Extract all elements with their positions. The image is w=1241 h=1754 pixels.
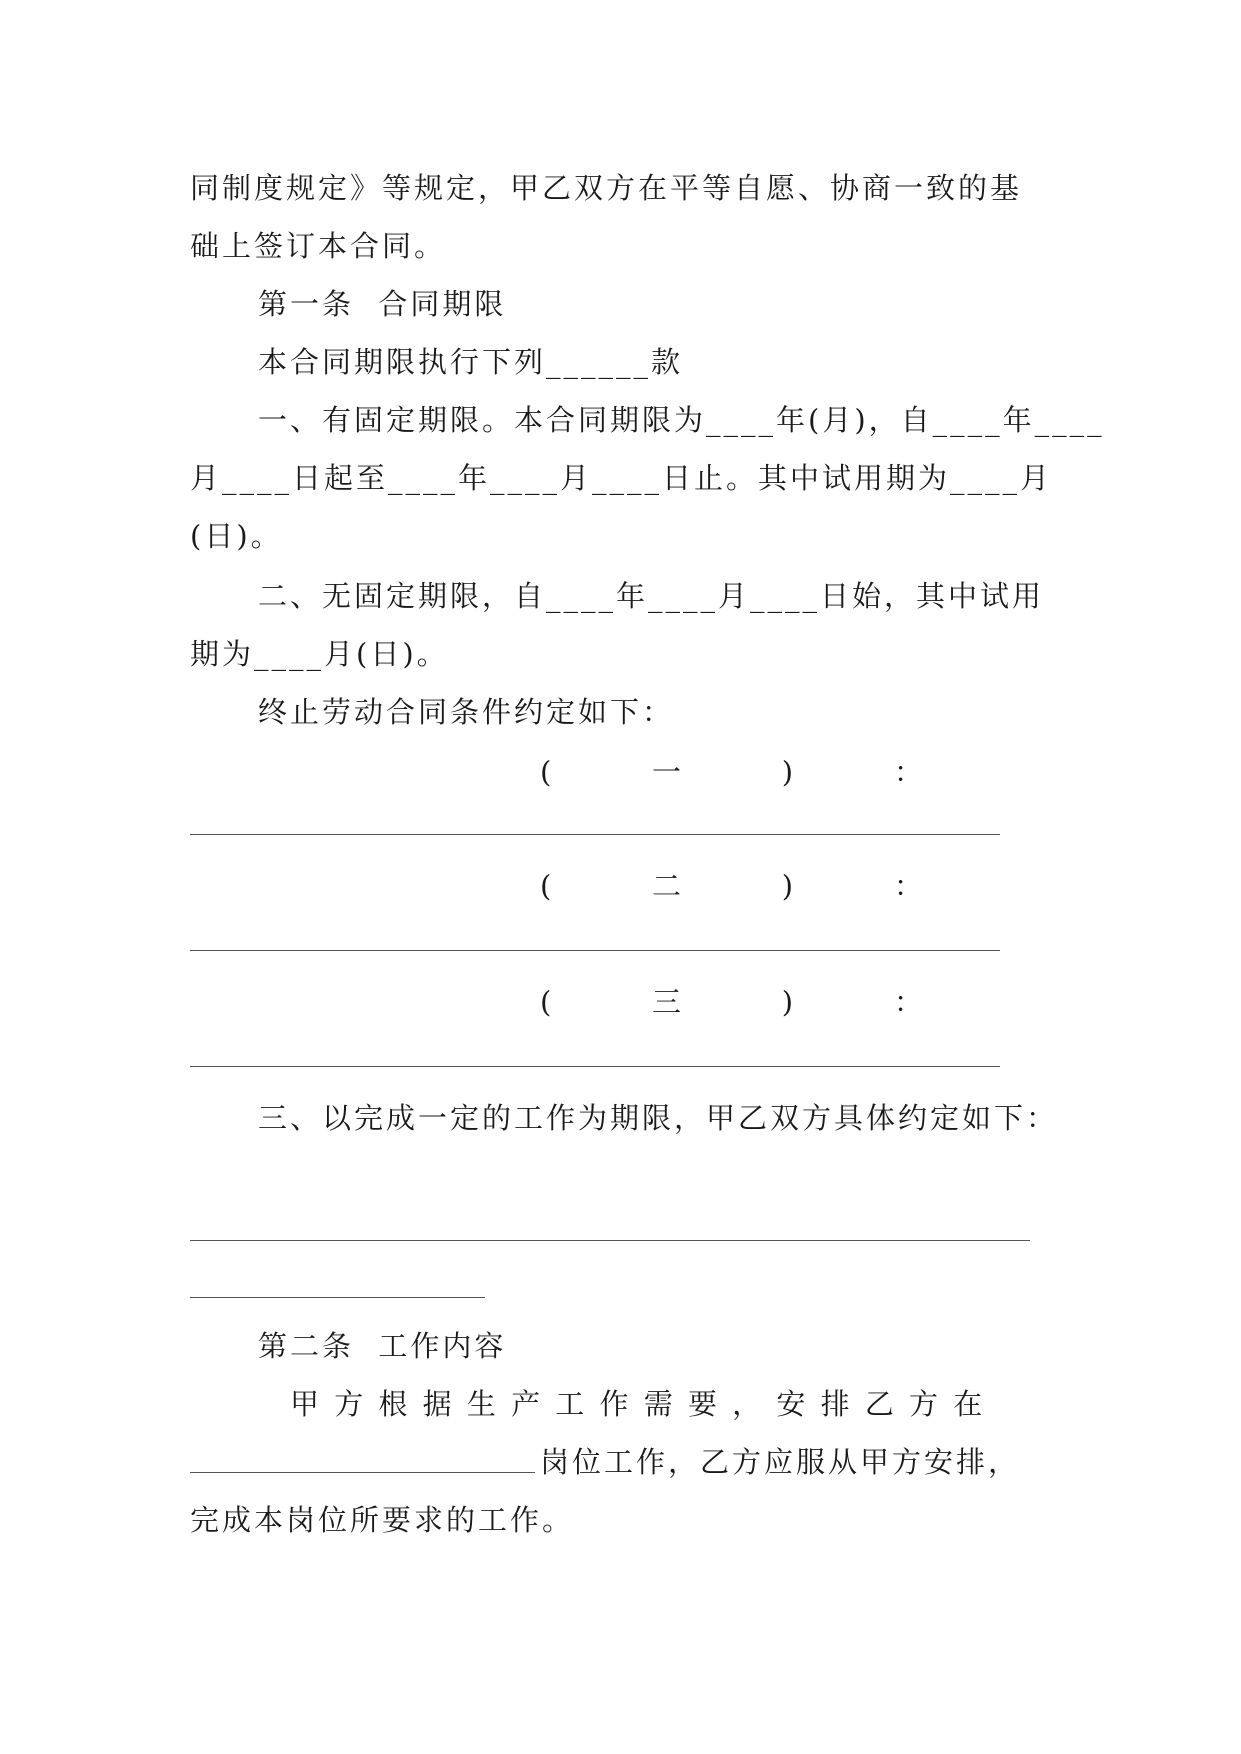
blank-underline xyxy=(190,1240,1030,1241)
blank-underline xyxy=(190,1472,535,1473)
section-heading: 第二条 工作内容 xyxy=(258,1329,507,1363)
text-line: 二、无固定期限，自____年____月____日始，其中试用 xyxy=(258,579,1045,613)
text-line: (日)。 xyxy=(190,519,283,553)
blank-underline xyxy=(190,950,1000,951)
text-line: 月____日起至____年____月____日止。其中试用期为____月 xyxy=(190,461,1053,495)
text-line: 终止劳动合同条件约定如下： xyxy=(258,695,675,729)
section-heading: 第一条 合同期限 xyxy=(258,287,507,321)
text-line: 甲 方 根 据 生 产 工 作 需 要 ， 安 排 乙 方 在 xyxy=(290,1387,986,1421)
blank-underline xyxy=(190,834,1000,835)
condition-item-1: ( 一 ) ： xyxy=(540,755,926,789)
text-line: 期为____月(日)。 xyxy=(190,637,449,671)
text-line: 三、以完成一定的工作为期限，甲乙双方具体约定如下： xyxy=(258,1101,1059,1135)
text-line: 一、有固定期限。本合同期限为____年(月)，自____年____ xyxy=(258,403,1105,437)
text-line: 同制度规定》等规定，甲乙双方在平等自愿、协商一致的基 xyxy=(190,171,1023,205)
blank-underline xyxy=(190,1297,485,1298)
condition-item-2: ( 二 ) ： xyxy=(540,869,926,903)
text-line: 完成本岗位所要求的工作。 xyxy=(190,1503,575,1537)
blank-underline xyxy=(190,1066,1000,1067)
text-line: 础上签订本合同。 xyxy=(190,229,447,263)
text-line: 岗位工作，乙方应服从甲方安排， xyxy=(540,1445,1021,1479)
text-line: 本合同期限执行下列______款 xyxy=(258,345,684,379)
condition-item-3: ( 三 ) ： xyxy=(540,985,926,1019)
